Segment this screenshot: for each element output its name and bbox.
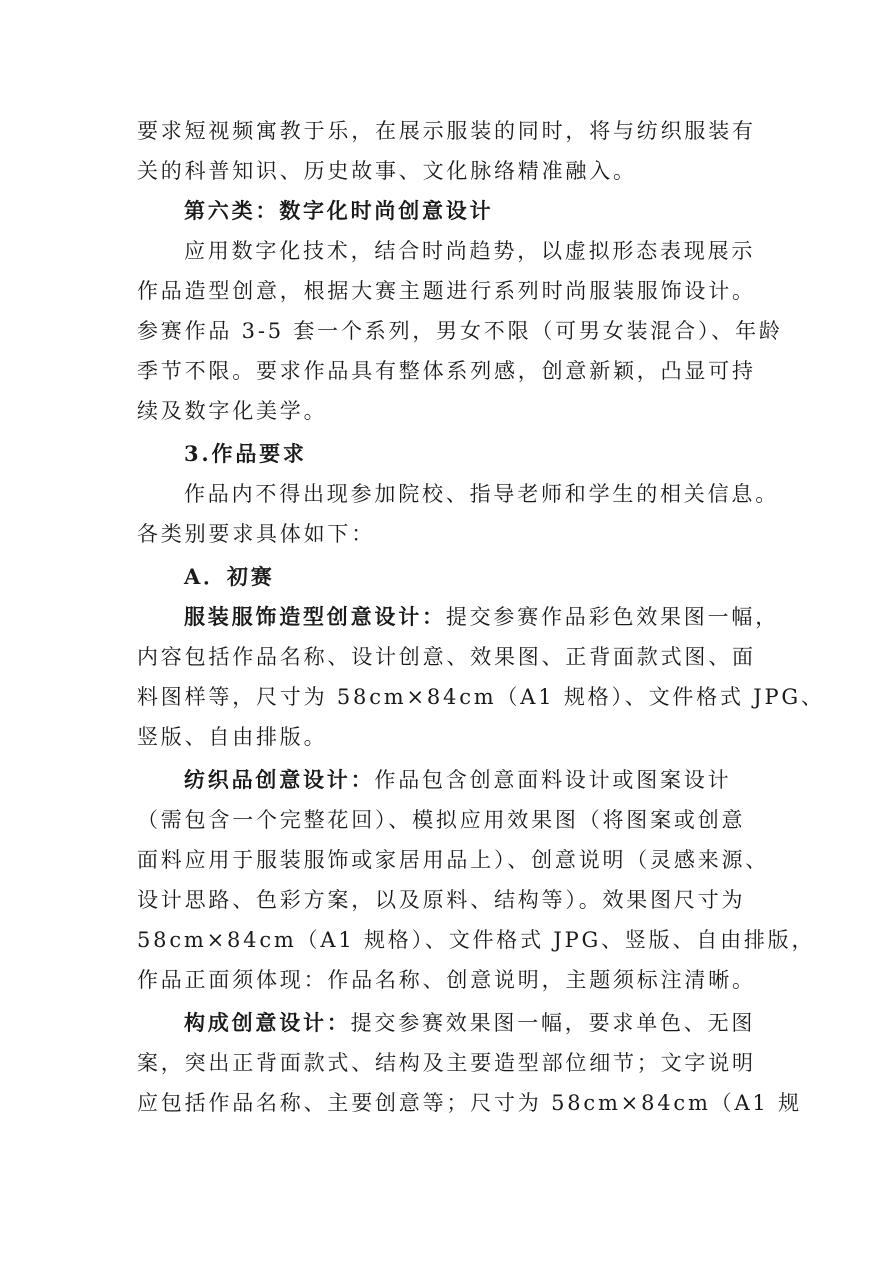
paragraph-line	[184, 1009, 755, 1037]
paragraph-line: （需包含一个完整花回）、模拟应用效果图（将图案或创意	[137, 808, 746, 832]
paragraph-line: 要求短视频寓教于乐，在展示服装的同时，将与纺织服装有	[137, 119, 756, 143]
paragraph-line: 面料应用于服装服饰或家居用品上）、创意说明（灵感来源、	[137, 848, 770, 872]
paragraph-line: 应包括作品名称、主要创意等；尺寸为 58cm×84cm（A1 规	[137, 1091, 802, 1115]
paragraph-line: 作品造型创意，根据大赛主题进行系列时尚服装服饰设计。	[137, 279, 756, 303]
paragraph-line: 关的科普知识、历史故事、文化脉络精准融入。	[137, 159, 637, 183]
paragraph-line: 案，突出正背面款式、结构及主要造型部位细节；文字说明	[137, 1051, 756, 1075]
label-composition-design: 构成创意设计：	[184, 1010, 351, 1035]
label-textile-design: 纺织品创意设计：	[184, 767, 375, 792]
paragraph-line: 料图样等，尺寸为 58cm×84cm（A1 规格）、文件格式 JPG、	[137, 685, 825, 709]
paragraph-line: 作品内不得出现参加院校、指导老师和学生的相关信息。	[184, 482, 779, 506]
paragraph-line: 续及数字化美学。	[137, 399, 328, 423]
paragraph-text: 提交参赛作品彩色效果图一幅，	[445, 605, 780, 629]
paragraph-line: 设计思路、色彩方案，以及原料、结构等）。效果图尺寸为	[137, 888, 746, 912]
paragraph-line: 作品正面须体现：作品名称、创意说明，主题须标注清晰。	[137, 968, 756, 992]
paragraph-line: 参赛作品 3-5 套一个系列，男女不限（可男女装混合）、年龄	[137, 319, 783, 343]
paragraph-text: 提交参赛效果图一幅，要求单色、无图	[350, 1011, 756, 1035]
paragraph-line	[184, 766, 731, 794]
heading-work-requirements: 3.作品要求	[184, 441, 307, 466]
paragraph-line: 竖版、自由排版。	[137, 725, 328, 749]
paragraph-text: 作品包含创意面料设计或图案设计	[374, 768, 732, 792]
paragraph-line	[184, 603, 779, 631]
heading-category-six: 第六类：数字化时尚创意设计	[184, 198, 494, 223]
paragraph-line: 季节不限。要求作品具有整体系列感，创意新颖，凸显可持	[137, 359, 756, 383]
paragraph-line: 58cm×84cm（A1 规格）、文件格式 JPG、竖版、自由排版，	[137, 928, 816, 952]
paragraph-line: 应用数字化技术，结合时尚趋势，以虚拟形态表现展示	[184, 239, 756, 263]
heading-preliminary: A．初赛	[184, 564, 275, 589]
paragraph-line: 各类别要求具体如下：	[137, 522, 375, 546]
paragraph-line: 内容包括作品名称、设计创意、效果图、正背面款式图、面	[137, 645, 756, 669]
label-fashion-design: 服装服饰造型创意设计：	[184, 604, 446, 629]
